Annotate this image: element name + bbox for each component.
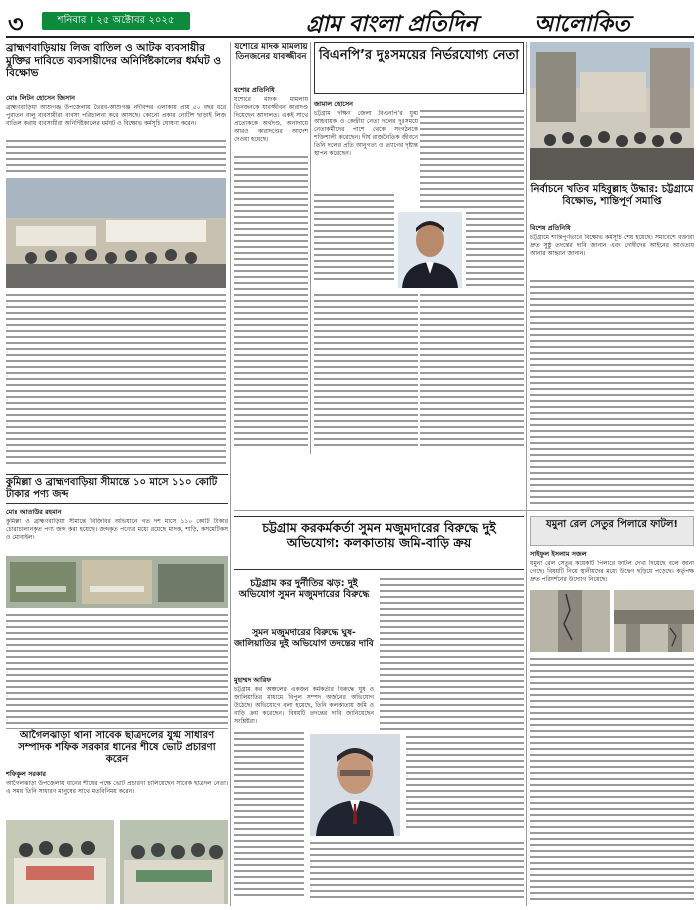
campaign-photo-2: [120, 820, 228, 904]
byline: মোঃ আতাউর রহমান: [6, 508, 62, 516]
article-campaign: [6, 730, 228, 906]
byline: সাইফুল ইসলাম সজল: [530, 550, 587, 558]
article-lease-strike: [6, 42, 226, 472]
headline: চট্টগ্রাম করকর্মকর্তা সুমন মজুমদারের বিরুদ্ধে দুই অভিযোগ: কলকাতায় জমি-বাড়ি ক্রয়: [262, 520, 496, 550]
bridge-pillar-photo-2: [614, 590, 694, 652]
article-rail-bridge: [530, 516, 694, 906]
article-text-lines: [314, 294, 418, 452]
article-tax-officer: [234, 516, 524, 906]
article-text-lines: [310, 842, 524, 904]
column-divider: [310, 42, 311, 454]
article-jessore-verdict: [234, 42, 308, 454]
article-chittagong-protest: [530, 184, 694, 512]
article-text-lines: [530, 658, 694, 904]
paper-name-gram-bangla: গ্রাম বাংলা প্রতিদিন: [306, 11, 478, 37]
bridge-pillar-photo-1: [530, 590, 610, 652]
article-text-lines: [466, 212, 524, 290]
byline: শফিকুল সরকার: [6, 770, 46, 778]
article-body: আগৈলঝাড়া উপজেলায় ধানের শীষের পক্ষে ভোট প্রচারণা চালিয়েছেন সাবেক ছাত্রদল নেতা। এ সময় তিনি সাধারণ মানুষের সাথে মতবিনিময় করেন।: [6, 780, 228, 795]
article-body: যশোরে মাদক মামলায় তিনজনকে যাবজ্জীবন কারাদণ্ড দিয়েছেন আদালত। একই সাথে প্রত্যেককে অর্থদণ্ড, অনাদায়ে আরও কারাদণ্ডের আদেশ দেওয়া হয়েছে।: [234, 96, 308, 143]
section-divider: [6, 728, 228, 729]
article-text-lines: [6, 614, 228, 726]
paper-name-alokito: আলোকিত: [534, 11, 630, 37]
article-text-lines: [420, 294, 524, 452]
column-divider: [526, 42, 527, 906]
article-text-lines: [234, 156, 308, 452]
article-body: ব্রাহ্মণবাড়িয়া আশুগঞ্জ উপজেলায় ভৈরব-আশুগঞ্জ নদীবন্দর এলাকায় প্রায় ৫০ বছর ধরে পুরাতন বালু ব্যবসায়ীরা ব্যবসা পরিচালনা করে আসছে। কোনো প্রকার নোটিশ ছাড়াই লিজ বাতিল করায় ব্যবসায়ীরা অনির্দিষ্টকালের ধর্মঘট ও বিক্ষোভ কর্মসূচি ঘোষণা করেন।: [6, 104, 226, 127]
byline: মোঃ লিটন হোসেন জিসান: [6, 94, 75, 102]
headline: বিএনপি’র দুঃসময়ের নির্ভরযোগ্য নেতা: [318, 48, 520, 63]
headline: যমুনা রেল সেতুর পিলারে ফাটল!: [546, 519, 678, 530]
campaign-photo-1: [6, 820, 114, 904]
article-bnp-leader: [314, 42, 524, 454]
leader-portrait: [398, 212, 462, 288]
article-text-lines: [420, 110, 524, 208]
date-bar: শনিবার । ২৫ অক্টোবর ২০২৫: [42, 12, 190, 30]
newspaper-page: [6, 4, 694, 906]
article-text-lines: [6, 140, 226, 174]
byline: মুহাম্মদ আরিফ: [234, 676, 272, 684]
article-body: কুমিল্লা ও ব্রাহ্মণবাড়িয়া সীমান্তে বিজিবির অভিযানে গত দশ মাসে ১১০ কোটি টাকার চোরাচালানকৃত পণ্য জব্দ করা হয়েছে। জব্দকৃত পণ্যের মধ্যে রয়েছে মাদক, শাড়ি, কসমেটিকস ও মোবাইল।: [6, 518, 228, 541]
article-text-lines: [530, 280, 694, 510]
byline: যশোর প্রতিনিধি: [234, 86, 275, 94]
street-procession-photo: [530, 42, 694, 180]
article-border-seizure: [6, 474, 228, 610]
protest-photo: [6, 178, 226, 288]
article-body: চট্টগ্রামে শান্তিপূর্ণভাবে বিক্ষোভ কর্মসূচি শেষ হয়েছে। সমাবেশে বক্তারা দ্রুত সুষ্ঠু তদন্তের দাবি জানান এবং দোষীদের আইনের আওতায় আনার আহ্বান জানান।: [530, 234, 694, 257]
article-body: চট্টগ্রাম কর অঞ্চলের একজন কর্মকর্তার বিরুদ্ধে ঘুষ ও জালিয়াতির মাধ্যমে বিপুল সম্পদ অর্জনের অভিযোগ উঠেছে। অভিযোগে বলা হয়েছে, তিনি কলকাতায় জমি ও বাড়ি ক্রয় করেছেন। বিষয়টি তদন্তের দাবি জানিয়েছেন সংশ্লিষ্টরা।: [234, 686, 374, 725]
headline: কুমিল্লা ও ব্রাহ্মণবাড়িয়া সীমান্তে ১০ মাসে ১১০ কোটি টাকার পণ্য জব্দ: [6, 477, 218, 500]
article-text-lines: [380, 578, 524, 732]
article-text-lines: [406, 736, 524, 836]
article-text-lines: [6, 294, 226, 470]
page-number: ৩: [8, 9, 24, 38]
byline: বিশেষ প্রতিনিধি: [530, 224, 571, 232]
headline: আগৈলঝাড়া থানা সাবেক ছাত্রদলের যুগ্ম সাধারণ সম্পাদক শফিক সরকার ধানের শীষে ভোট প্রচারণা করেন: [18, 730, 216, 765]
column-divider: [230, 42, 231, 906]
article-text-lines: [314, 194, 394, 284]
seized-goods-photo: [6, 556, 228, 608]
article-body: চট্টগ্রাম দক্ষিণ জেলা বিএনপি’র যুগ্ম আহবায়ক ও কেন্দ্রীয় নেতা দলের দুঃসময়ে নেতাকর্মীদের পাশে থেকে সংগঠনকে শক্তিশালী করেছেন। দীর্ঘ রাজনৈতিক জীবনে তিনি দলের প্রতি আনুগত্য ও ত্যাগের দৃষ্টান্ত স্থাপন করেছেন।: [314, 110, 418, 157]
headline: ব্রাহ্মণবাড়িয়ায় লিজ বাতিল ও আটক ব্যবসায়ীর মুক্তির দাবিতে ব্যবসায়ীদের অনির্দিষ্টকালের ধর্মঘট ও বিক্ষোভ: [6, 42, 222, 80]
headline: যশোরে মাদক মামলায় তিনজনের যাবজ্জীবন: [234, 42, 308, 63]
article-body: যমুনা রেল সেতুর কয়েকটি পিলারে ফাটল দেখা দিয়েছে বলে জানা গেছে। বিষয়টি নিয়ে স্থানীয়দের মধ্যে উদ্বেগ ছড়িয়ে পড়েছে। কর্তৃপক্ষ দ্রুত পরিদর্শনের উদ্যোগ নিয়েছে।: [530, 560, 694, 583]
subhead-1: চট্টগ্রাম কর দুর্নীতির ঝড়: দুই অভিযোগ সুমন মজুমদারের বিরুদ্ধে: [238, 578, 370, 601]
tax-officer-portrait: [310, 734, 400, 836]
masthead: [6, 4, 694, 38]
section-divider: [234, 510, 694, 511]
headline: নির্বাচনে খতিব মহিবুল্লাহ উদ্ধার: চট্টগ্রামে বিক্ষোভ, শান্তিপূর্ণ সমাপ্তি: [530, 184, 694, 207]
article-text-lines: [234, 732, 304, 904]
subhead-2: সুমন মজুমদারের বিরুদ্ধে ঘুষ-জালিয়াতির দুই অভিযোগ তদন্তের দাবি: [234, 628, 374, 649]
byline: জামাল হোসেন: [314, 100, 354, 108]
